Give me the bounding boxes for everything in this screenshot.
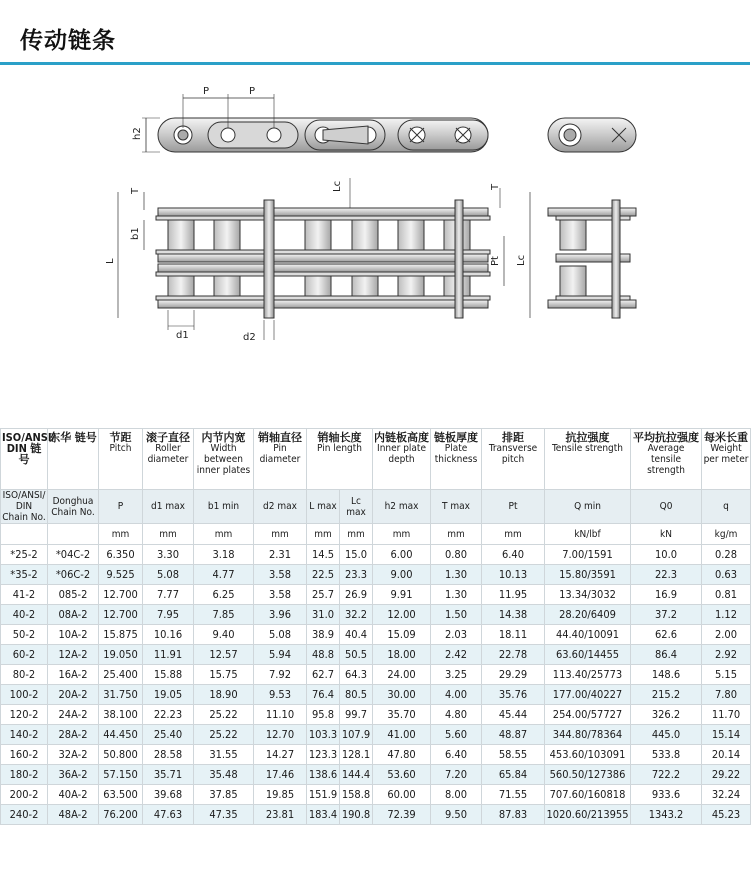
side-view (142, 94, 488, 152)
table-cell: 6.40 (431, 745, 482, 765)
table-cell: 23.3 (340, 565, 373, 585)
table-cell: 144.4 (340, 765, 373, 785)
unit-cell: mm (143, 524, 194, 545)
table-cell: 3.30 (143, 545, 194, 565)
table-cell: 32.24 (702, 785, 751, 805)
unit-cell: mm (340, 524, 373, 545)
table-cell: 15.09 (373, 625, 431, 645)
table-cell: 453.60/103091 (545, 745, 631, 765)
table-cell: 140-2 (1, 725, 48, 745)
table-row (1, 625, 751, 645)
table-cell: 13.34/3032 (545, 585, 631, 605)
table-cell: 4.77 (194, 565, 254, 585)
table-cell: 128.1 (340, 745, 373, 765)
table-cell: 722.2 (631, 765, 702, 785)
table-cell: 14.5 (307, 545, 340, 565)
dim-label-lc-top: Lc (332, 180, 343, 192)
end-view-top (548, 118, 636, 152)
header-cell: L max (307, 490, 340, 524)
unit-cell: mm (194, 524, 254, 545)
table-cell: 37.2 (631, 605, 702, 625)
table-cell: 6.350 (99, 545, 143, 565)
table-cell: 5.15 (702, 665, 751, 685)
table-cell: 1.30 (431, 565, 482, 585)
table-cell: 9.53 (254, 685, 307, 705)
table-body (1, 545, 751, 825)
table-cell: 215.2 (631, 685, 702, 705)
table-cell: 50.5 (340, 645, 373, 665)
table-cell: 50-2 (1, 625, 48, 645)
table-cell: 16.9 (631, 585, 702, 605)
dim-label-d2: d2 (243, 332, 256, 343)
table-cell: 47.35 (194, 805, 254, 825)
col-iso-cn: ISO/ANSI/ DIN 链号 (1, 429, 48, 490)
table-cell: 160-2 (1, 745, 48, 765)
table-cell: 47.80 (373, 745, 431, 765)
col-inner-width: 内节内宽 Width between inner plates (194, 429, 254, 490)
table-cell: 25.400 (99, 665, 143, 685)
unit-cell: mm (307, 524, 340, 545)
unit-cell: mm (373, 524, 431, 545)
table-cell: 45.23 (702, 805, 751, 825)
col-roller: 滚子直径 Roller diameter (143, 429, 194, 490)
table-cell: 123.3 (307, 745, 340, 765)
unit-cell: kN/lbf (545, 524, 631, 545)
table-cell: 15.875 (99, 625, 143, 645)
table-cell: 3.96 (254, 605, 307, 625)
header-cell: Donghua Chain No. (48, 490, 99, 524)
table-cell: 20A-2 (48, 685, 99, 705)
table-cell: 7.00/1591 (545, 545, 631, 565)
chain-diagram (0, 68, 750, 418)
col-plate-h: 内链板高度 Inner plate depth (373, 429, 431, 490)
table-cell: 36A-2 (48, 765, 99, 785)
table-cell: 47.63 (143, 805, 194, 825)
table-cell: 5.94 (254, 645, 307, 665)
header-cell: Q min (545, 490, 631, 524)
table-cell: 10A-2 (48, 625, 99, 645)
table-cell: 9.50 (431, 805, 482, 825)
table-cell: 12A-2 (48, 645, 99, 665)
table-cell: 1020.60/213955 (545, 805, 631, 825)
table-cell: 41-2 (1, 585, 48, 605)
table-cell: 12.700 (99, 605, 143, 625)
table-cell: 25.22 (194, 705, 254, 725)
header-cell: T max (431, 490, 482, 524)
header-cell: Lc max (340, 490, 373, 524)
table-cell: 1.50 (431, 605, 482, 625)
table-cell: 4.80 (431, 705, 482, 725)
dim-label-l: L (105, 258, 116, 264)
dim-label-pt: Pt (490, 256, 501, 266)
title-divider (0, 62, 750, 65)
table-cell: *35-2 (1, 565, 48, 585)
table-row (1, 785, 751, 805)
table-cell: 148.6 (631, 665, 702, 685)
header-cell: Q0 (631, 490, 702, 524)
table-cell: 24A-2 (48, 705, 99, 725)
table-cell: 15.80/3591 (545, 565, 631, 585)
table-cell: 35.70 (373, 705, 431, 725)
unit-cell: kg/m (702, 524, 751, 545)
table-row (1, 805, 751, 825)
page-title: 传动链条 (20, 28, 116, 54)
table-cell: 08A-2 (48, 605, 99, 625)
header-cell: d2 max (254, 490, 307, 524)
table-cell: 26.9 (340, 585, 373, 605)
table-cell: 76.4 (307, 685, 340, 705)
table-cell: *04C-2 (48, 545, 99, 565)
table-cell: 22.23 (143, 705, 194, 725)
table-cell: 28A-2 (48, 725, 99, 745)
table-cell: 14.27 (254, 745, 307, 765)
table-cell: 41.00 (373, 725, 431, 745)
table-cell: 62.6 (631, 625, 702, 645)
header-cell: h2 max (373, 490, 431, 524)
table-cell: 107.9 (340, 725, 373, 745)
table-cell: 5.08 (254, 625, 307, 645)
table-cell: 44.40/10091 (545, 625, 631, 645)
table-cell: 707.60/160818 (545, 785, 631, 805)
table-cell: 3.58 (254, 585, 307, 605)
table-cell: 48A-2 (48, 805, 99, 825)
table-cell: 6.00 (373, 545, 431, 565)
unit-cell: mm (482, 524, 545, 545)
table-cell: 60-2 (1, 645, 48, 665)
table-cell: 560.50/127386 (545, 765, 631, 785)
table-cell: 11.70 (702, 705, 751, 725)
table-cell: 11.95 (482, 585, 545, 605)
table-cell: 63.500 (99, 785, 143, 805)
table-cell: 9.525 (99, 565, 143, 585)
table-cell: 24.00 (373, 665, 431, 685)
table-cell: 183.4 (307, 805, 340, 825)
col-pitch: 节距 Pitch (99, 429, 143, 490)
table-cell: 138.6 (307, 765, 340, 785)
table-cell: 40.4 (340, 625, 373, 645)
table-cell: 19.05 (143, 685, 194, 705)
table-cell: 533.8 (631, 745, 702, 765)
table-row (1, 565, 751, 585)
table-cell: 326.2 (631, 705, 702, 725)
table-cell: 23.81 (254, 805, 307, 825)
table-cell: 86.4 (631, 645, 702, 665)
dim-label-h2: h2 (132, 127, 143, 140)
unit-cell: mm (254, 524, 307, 545)
table-cell: 445.0 (631, 725, 702, 745)
table-cell: 9.00 (373, 565, 431, 585)
table-cell: 48.8 (307, 645, 340, 665)
header-row-symbols (1, 490, 751, 524)
table-cell: 14.38 (482, 605, 545, 625)
table-cell: 16A-2 (48, 665, 99, 685)
table-cell: 31.750 (99, 685, 143, 705)
plan-view (118, 178, 530, 340)
table-cell: 76.200 (99, 805, 143, 825)
dim-label-p1: P (203, 86, 210, 97)
table-cell: 8.00 (431, 785, 482, 805)
dim-label-t-right: T (490, 183, 501, 190)
col-weight: 每米长重 Weight per meter (702, 429, 751, 490)
table-cell: 151.9 (307, 785, 340, 805)
table-cell: 180-2 (1, 765, 48, 785)
table-cell: 25.22 (194, 725, 254, 745)
header-cell: b1 min (194, 490, 254, 524)
table-cell: 11.91 (143, 645, 194, 665)
table-cell: 4.00 (431, 685, 482, 705)
table-cell: 58.55 (482, 745, 545, 765)
table-cell: 18.11 (482, 625, 545, 645)
table-cell: 3.18 (194, 545, 254, 565)
table-cell: 99.7 (340, 705, 373, 725)
table-cell: 40-2 (1, 605, 48, 625)
table-cell: 1343.2 (631, 805, 702, 825)
table-cell: 38.100 (99, 705, 143, 725)
col-tensile: 抗拉强度 Tensile strength (545, 429, 631, 490)
table-cell: 40A-2 (48, 785, 99, 805)
table-cell: 31.55 (194, 745, 254, 765)
table-cell: 1.30 (431, 585, 482, 605)
unit-cell: kN (631, 524, 702, 545)
table-cell: 45.44 (482, 705, 545, 725)
table-cell: 100-2 (1, 685, 48, 705)
header-cell (1, 524, 48, 545)
table-cell: 11.10 (254, 705, 307, 725)
table-row (1, 585, 751, 605)
table-cell: 65.84 (482, 765, 545, 785)
table-cell: 28.20/6409 (545, 605, 631, 625)
dim-label-b1: b1 (130, 227, 141, 240)
table-cell: 2.00 (702, 625, 751, 645)
table-cell: 2.03 (431, 625, 482, 645)
table-cell: 22.5 (307, 565, 340, 585)
table-cell: 2.31 (254, 545, 307, 565)
table-cell: *06C-2 (48, 565, 99, 585)
col-avg-tensile: 平均抗拉强度 Average tensile strength (631, 429, 702, 490)
table-cell: 62.7 (307, 665, 340, 685)
table-cell: 60.00 (373, 785, 431, 805)
table-cell: 0.81 (702, 585, 751, 605)
table-cell: 19.85 (254, 785, 307, 805)
table-cell: 25.7 (307, 585, 340, 605)
table-cell: 72.39 (373, 805, 431, 825)
table-cell: 1.12 (702, 605, 751, 625)
table-cell: 344.80/78364 (545, 725, 631, 745)
table-cell: 10.13 (482, 565, 545, 585)
table-cell: 7.80 (702, 685, 751, 705)
table-cell: 63.60/14455 (545, 645, 631, 665)
table-cell: 12.57 (194, 645, 254, 665)
table-cell: 32A-2 (48, 745, 99, 765)
col-pin-dia: 销轴直径 Pin diameter (254, 429, 307, 490)
table-row (1, 685, 751, 705)
table-cell: 200-2 (1, 785, 48, 805)
table-cell: 0.80 (431, 545, 482, 565)
table-cell: 39.68 (143, 785, 194, 805)
table-cell: 0.63 (702, 565, 751, 585)
table-cell: 7.92 (254, 665, 307, 685)
table-cell: 3.58 (254, 565, 307, 585)
table-cell: 87.83 (482, 805, 545, 825)
table-cell: 35.76 (482, 685, 545, 705)
table-cell: 158.8 (340, 785, 373, 805)
table-cell: 190.8 (340, 805, 373, 825)
table-cell: 0.28 (702, 545, 751, 565)
chain-spec-table (0, 428, 751, 825)
table-cell: 15.0 (340, 545, 373, 565)
header-cell: P (99, 490, 143, 524)
table-cell: 19.050 (99, 645, 143, 665)
table-cell: 7.85 (194, 605, 254, 625)
dim-label-lc-right: Lc (516, 254, 527, 266)
table-cell: 2.42 (431, 645, 482, 665)
table-cell: *25-2 (1, 545, 48, 565)
table-cell: 240-2 (1, 805, 48, 825)
table-cell: 30.00 (373, 685, 431, 705)
table-cell: 933.6 (631, 785, 702, 805)
table-cell: 18.90 (194, 685, 254, 705)
table-cell: 10.0 (631, 545, 702, 565)
table-cell: 22.78 (482, 645, 545, 665)
table-cell: 5.08 (143, 565, 194, 585)
table-row (1, 665, 751, 685)
table-cell: 9.40 (194, 625, 254, 645)
table-cell: 103.3 (307, 725, 340, 745)
dim-label-p2: P (249, 86, 256, 97)
dim-label-d1: d1 (176, 330, 189, 341)
table-cell: 7.95 (143, 605, 194, 625)
end-view-bottom (548, 200, 636, 318)
table-cell: 085-2 (48, 585, 99, 605)
table-cell: 95.8 (307, 705, 340, 725)
header-cell: Pt (482, 490, 545, 524)
header-cell (48, 524, 99, 545)
table-cell: 71.55 (482, 785, 545, 805)
table-cell: 25.40 (143, 725, 194, 745)
table-cell: 7.20 (431, 765, 482, 785)
header-row-units (1, 524, 751, 545)
col-transverse: 排距 Transverse pitch (482, 429, 545, 490)
table-cell: 15.14 (702, 725, 751, 745)
table-cell: 35.71 (143, 765, 194, 785)
header-row-names (1, 429, 751, 490)
table-cell: 254.00/57727 (545, 705, 631, 725)
table-cell: 3.25 (431, 665, 482, 685)
col-pin-len: 销轴长度 Pin length (307, 429, 373, 490)
table-cell: 113.40/25773 (545, 665, 631, 685)
table-cell: 7.77 (143, 585, 194, 605)
col-plate-t: 链板厚度 Plate thickness (431, 429, 482, 490)
table-cell: 15.75 (194, 665, 254, 685)
dim-label-t-top: T (130, 187, 141, 194)
header-cell: d1 max (143, 490, 194, 524)
table-cell: 64.3 (340, 665, 373, 685)
table-cell: 48.87 (482, 725, 545, 745)
table-cell: 120-2 (1, 705, 48, 725)
table-cell: 12.70 (254, 725, 307, 745)
table-cell: 57.150 (99, 765, 143, 785)
table-cell: 177.00/40227 (545, 685, 631, 705)
table-row (1, 645, 751, 665)
table-cell: 37.85 (194, 785, 254, 805)
table-cell: 31.0 (307, 605, 340, 625)
table-cell: 10.16 (143, 625, 194, 645)
table-cell: 22.3 (631, 565, 702, 585)
table-row (1, 725, 751, 745)
table-cell: 12.700 (99, 585, 143, 605)
table-cell: 15.88 (143, 665, 194, 685)
table-cell: 29.29 (482, 665, 545, 685)
table-cell: 53.60 (373, 765, 431, 785)
table-cell: 6.40 (482, 545, 545, 565)
table-cell: 80-2 (1, 665, 48, 685)
table-cell: 28.58 (143, 745, 194, 765)
table-cell: 80.5 (340, 685, 373, 705)
table-cell: 12.00 (373, 605, 431, 625)
table-cell: 20.14 (702, 745, 751, 765)
table-cell: 18.00 (373, 645, 431, 665)
unit-cell: mm (99, 524, 143, 545)
header-cell: q (702, 490, 751, 524)
table-row (1, 705, 751, 725)
table-cell: 5.60 (431, 725, 482, 745)
table-cell: 50.800 (99, 745, 143, 765)
table-row (1, 765, 751, 785)
table-row (1, 745, 751, 765)
table-cell: 29.22 (702, 765, 751, 785)
table-cell: 44.450 (99, 725, 143, 745)
unit-cell: mm (431, 524, 482, 545)
table-row (1, 545, 751, 565)
header-cell: ISO/ANSI/ DIN Chain No. (2, 490, 46, 523)
table-row (1, 605, 751, 625)
table-cell: 38.9 (307, 625, 340, 645)
col-donghua-cn: 东华 链号 (48, 429, 99, 490)
table-cell: 32.2 (340, 605, 373, 625)
table-cell: 6.25 (194, 585, 254, 605)
table-cell: 2.92 (702, 645, 751, 665)
table-cell: 17.46 (254, 765, 307, 785)
table-cell: 35.48 (194, 765, 254, 785)
table-cell: 9.91 (373, 585, 431, 605)
